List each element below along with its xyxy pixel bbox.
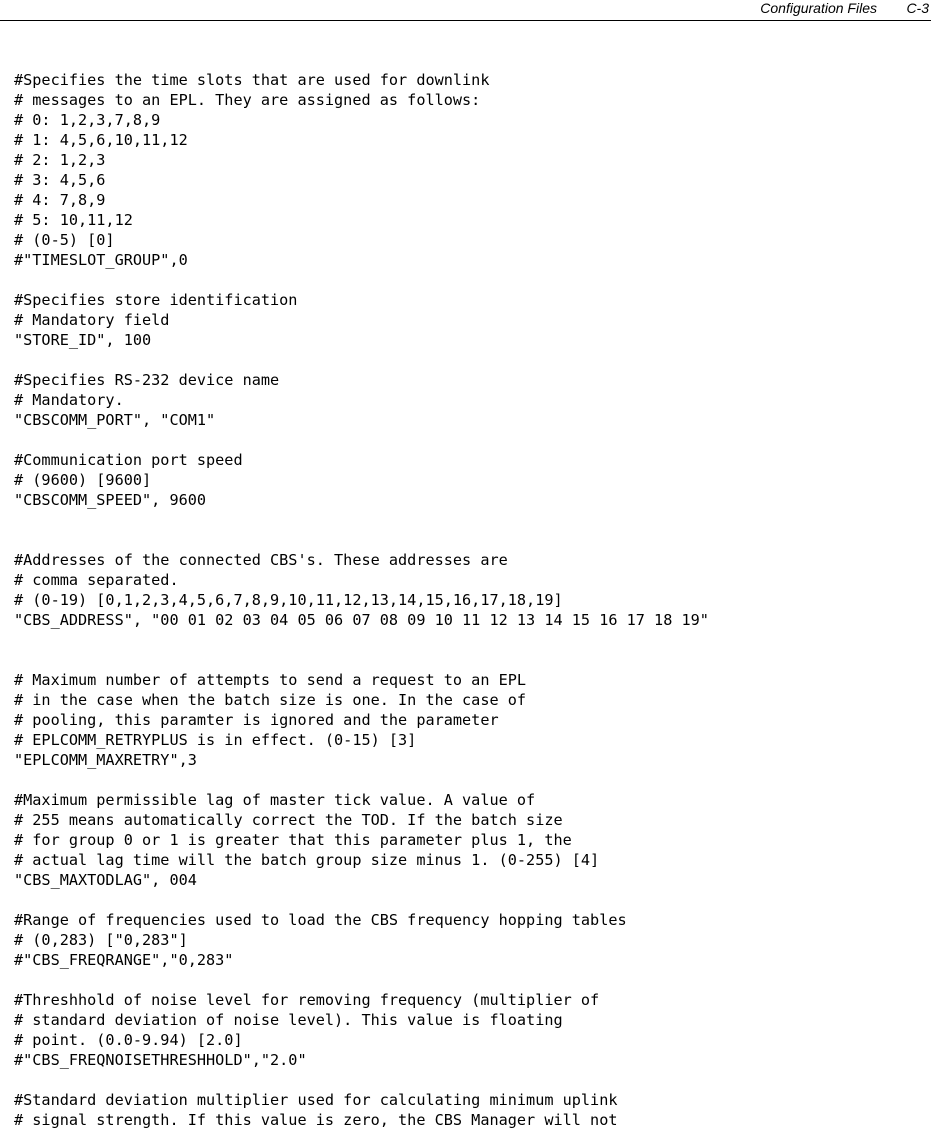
- blank-line: [14, 970, 926, 990]
- code-line: # for group 0 or 1 is greater that this parameter plus 1, the: [14, 831, 572, 849]
- code-line: #"CBS_FREQNOISETHRESHHOLD","2.0": [14, 1051, 307, 1069]
- page-number: C-3: [906, 0, 929, 16]
- blank-line: [14, 1070, 926, 1090]
- code-line: # Mandatory.: [14, 391, 124, 409]
- code-line: # messages to an EPL. They are assigned as follows:: [14, 91, 481, 109]
- blank-line: [14, 430, 926, 450]
- code-line: # actual lag time will the batch group size minus 1. (0-255) [4]: [14, 851, 600, 869]
- code-line: #Specifies RS-232 device name: [14, 371, 280, 389]
- code-line: #Standard deviation multiplier used for calculating minimum uplink: [14, 1091, 618, 1109]
- blank-line: [14, 510, 926, 530]
- code-line: #"CBS_FREQRANGE","0,283": [14, 951, 234, 969]
- config-file-listing: [14, 70, 926, 1130]
- blank-line: [14, 530, 926, 550]
- code-line: # 5: 10,11,12: [14, 211, 133, 229]
- code-line: # 255 means automatically correct the TOD. If the batch size: [14, 811, 563, 829]
- code-line: # (0-5) [0]: [14, 231, 115, 249]
- code-line: # comma separated.: [14, 571, 179, 589]
- code-line: # in the case when the batch size is one. In the case of: [14, 691, 527, 709]
- code-line: "EPLCOMM_MAXRETRY",3: [14, 751, 197, 769]
- code-line: #Threshhold of noise level for removing frequency (multiplier of: [14, 991, 600, 1009]
- section-title: Configuration Files: [760, 0, 877, 16]
- blank-line: [14, 890, 926, 910]
- code-line: # standard deviation of noise level). This value is floating: [14, 1011, 563, 1029]
- code-line: # Mandatory field: [14, 311, 170, 329]
- code-line: # (0,283) ["0,283"]: [14, 931, 188, 949]
- code-line: #Maximum permissible lag of master tick value. A value of: [14, 791, 536, 809]
- code-line: # 2: 1,2,3: [14, 151, 106, 169]
- code-line: #Addresses of the connected CBS's. These addresses are: [14, 551, 508, 569]
- code-line: # pooling, this paramter is ignored and the parameter: [14, 711, 499, 729]
- code-line: #"TIMESLOT_GROUP",0: [14, 251, 188, 269]
- code-line: #Range of frequencies used to load the CBS frequency hopping tables: [14, 911, 627, 929]
- code-line: # 1: 4,5,6,10,11,12: [14, 131, 188, 149]
- code-line: "CBSCOMM_PORT", "COM1": [14, 411, 216, 429]
- blank-line: [14, 630, 926, 650]
- code-line: "CBSCOMM_SPEED", 9600: [14, 491, 207, 509]
- code-line: "CBS_MAXTODLAG", 004: [14, 871, 197, 889]
- code-line: # 4: 7,8,9: [14, 191, 106, 209]
- blank-line: [14, 770, 926, 790]
- code-line: "CBS_ADDRESS", "00 01 02 03 04 05 06 07 08 09 10 11 12 13 14 15 16 17 18 19": [14, 611, 709, 629]
- code-line: # signal strength. If this value is zero, the CBS Manager will not: [14, 1111, 618, 1129]
- code-line: #Communication port speed: [14, 451, 243, 469]
- blank-line: [14, 350, 926, 370]
- code-line: # point. (0.0-9.94) [2.0]: [14, 1031, 243, 1049]
- code-line: # 3: 4,5,6: [14, 171, 106, 189]
- code-line: "STORE_ID", 100: [14, 331, 152, 349]
- code-line: # 0: 1,2,3,7,8,9: [14, 111, 161, 129]
- blank-line: [14, 270, 926, 290]
- code-line: # EPLCOMM_RETRYPLUS is in effect. (0-15) [3]: [14, 731, 417, 749]
- code-line: #Specifies the time slots that are used for downlink: [14, 71, 490, 89]
- code-line: # (9600) [9600]: [14, 471, 152, 489]
- blank-line: [14, 650, 926, 670]
- code-line: # (0-19) [0,1,2,3,4,5,6,7,8,9,10,11,12,13,14,15,16,17,18,19]: [14, 591, 563, 609]
- code-line: #Specifies store identification: [14, 291, 298, 309]
- code-line: # Maximum number of attempts to send a request to an EPL: [14, 671, 527, 689]
- page-header: [0, 0, 931, 21]
